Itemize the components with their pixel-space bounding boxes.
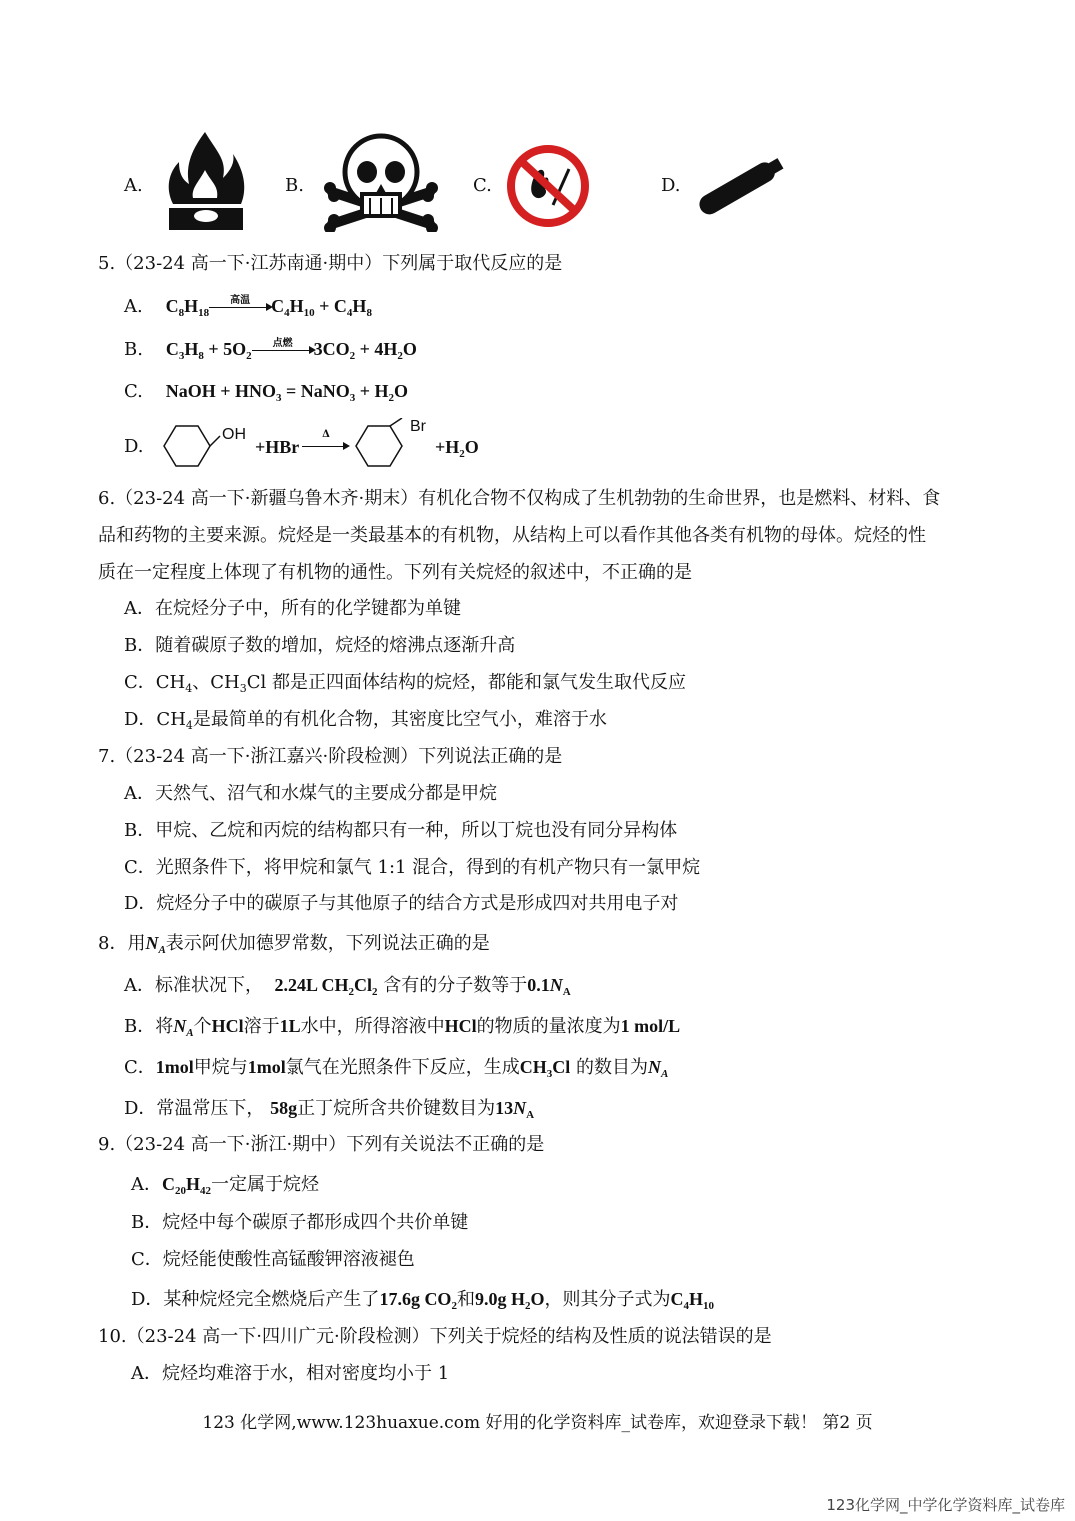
q7-option-b: B．甲烷、乙烷和丙烷的结构都只有一种，所以丁烷也没有同分异构体 xyxy=(124,820,678,841)
q10-option-a: A．烷烃均难溶于水，相对密度均小于 1 xyxy=(131,1363,450,1384)
q7-option-c: C．光照条件下，将甲烷和氯气 1:1 混合，得到的有机产物只有一氯甲烷 xyxy=(124,857,701,878)
q6-option-b: B．随着碳原子数的增加，烷烃的熔沸点逐渐升高 xyxy=(124,635,516,656)
skull-crossbones-icon xyxy=(322,132,440,232)
q4-option-b-label: B. xyxy=(285,175,304,196)
q6-option-d: D．$CH_4$是最简单的有机化合物，其密度比空气小，难溶于水 xyxy=(124,709,607,732)
br-group: Br xyxy=(410,418,426,435)
page-footer: 123 化学网,www.123huaxue.com 好用的化学资料库_试卷库，欢迎登录下载！ 第2 页 xyxy=(202,1413,873,1433)
q5-option-b: B. $C_3H_8 + 5O_2$ 点燃 $3CO_2 + 4H_2O$ xyxy=(124,338,417,362)
q4-option-a-label: A. xyxy=(124,175,143,196)
q5-c-label: C. xyxy=(124,381,143,402)
no-open-flame-icon xyxy=(505,143,591,229)
q5-d-label: D. xyxy=(124,436,144,457)
q5-stem: 5.（23-24 高一下·江苏南通·期中）下列属于取代反应的是 xyxy=(98,253,563,274)
q5-option-c: C. NaOH + $HNO_3$ = NaNO$_3$ + $H_2O$ xyxy=(124,381,409,404)
flame-hazard-icon xyxy=(165,130,247,234)
q10-stem: 10.（23-24 高一下·四川广元·阶段检测）下列关于烷烃的结构及性质的说法错误的是 xyxy=(98,1326,772,1347)
q7-stem: 7.（23-24 高一下·浙江嘉兴·阶段检测）下列说法正确的是 xyxy=(98,746,563,767)
gas-cylinder-icon xyxy=(692,152,790,218)
q9-option-b: B．烷烃中每个碳原子都形成四个共价单键 xyxy=(131,1212,469,1233)
q4-option-d-label: D. xyxy=(661,175,681,196)
q7-option-a: A．天然气、沼气和水煤气的主要成分都是甲烷 xyxy=(124,783,497,804)
oh-group: OH xyxy=(222,426,246,443)
q6-option-c: C．$CH_4$、$CH_3Cl$ 都是正四面体结构的烷烃，都能和氯气发生取代反应 xyxy=(124,672,686,695)
q5-a-label: A. xyxy=(124,296,143,317)
q9-option-d: D．某种烷烃完全燃烧后产生了17.6g $CO_2$和9.0g $H_2O$，则其分子式为$C_4H_{10}$ xyxy=(131,1289,714,1312)
site-watermark: 123化学网_中学化学资料库_试卷库 xyxy=(826,1496,1065,1514)
q8-option-a: A．标准状况下， 2.24L $CH_2Cl_2$ 含有的分子数等于$0.1N_A$ xyxy=(124,975,571,998)
reaction-arrow: 高温 xyxy=(209,298,271,316)
q6-stem-line-3: 质在一定程度上体现了有机物的通性。下列有关烷烃的叙述中，不正确的是 xyxy=(98,562,692,583)
hbr-reagent: +HBr xyxy=(255,437,300,457)
q8-option-d: D．常温常压下， 58g正丁烷所含共价键数目为$13N_A$ xyxy=(124,1098,535,1121)
q9-stem: 9.（23-24 高一下·浙江·期中）下列有关说法不正确的是 xyxy=(98,1134,545,1155)
q4-option-c-label: C. xyxy=(473,175,492,196)
q9-option-a: A．$C_{20}H_{42}$一定属于烷烃 xyxy=(131,1174,320,1197)
q7-option-d: D．烷烃分子中的碳原子与其他原子的结合方式是形成四对共用电子对 xyxy=(124,893,679,914)
q6-option-a: A．在烷烃分子中，所有的化学键都为单键 xyxy=(124,598,461,619)
q5-b-label: B. xyxy=(124,339,143,360)
q8-stem: 8．用$N_A$表示阿伏加德罗常数，下列说法正确的是 xyxy=(98,933,490,956)
reaction-arrow: Δ xyxy=(302,437,350,455)
q5-option-a: A. $C_8H_{18}$ 高温 $C_4H_{10} + C_4H_8$ xyxy=(124,295,372,319)
q8-option-b: B．将$N_A$个HCl溶于1L水中，所得溶液中HCl的物质的量浓度为1 mol/L xyxy=(124,1016,681,1039)
q6-stem-line-1: 6.（23-24 高一下·新疆乌鲁木齐·期末）有机化合物不仅构成了生机勃勃的生命世界，也是燃料、材料、食 xyxy=(98,488,941,509)
water-product: $+H_2O$ xyxy=(435,437,479,460)
q6-stem-line-2: 品和药物的主要来源。烷烃是一类最基本的有机物，从结构上可以看作其他各类有机物的母体。烷烃的性 xyxy=(98,525,926,546)
q8-option-c: C．1mol甲烷与1mol氯气在光照条件下反应，生成$CH_3Cl$ 的数目为$N_A$ xyxy=(124,1057,669,1080)
q9-option-c: C．烷烃能使酸性高锰酸钾溶液褪色 xyxy=(131,1249,415,1270)
reaction-arrow: 点燃 xyxy=(252,341,314,359)
